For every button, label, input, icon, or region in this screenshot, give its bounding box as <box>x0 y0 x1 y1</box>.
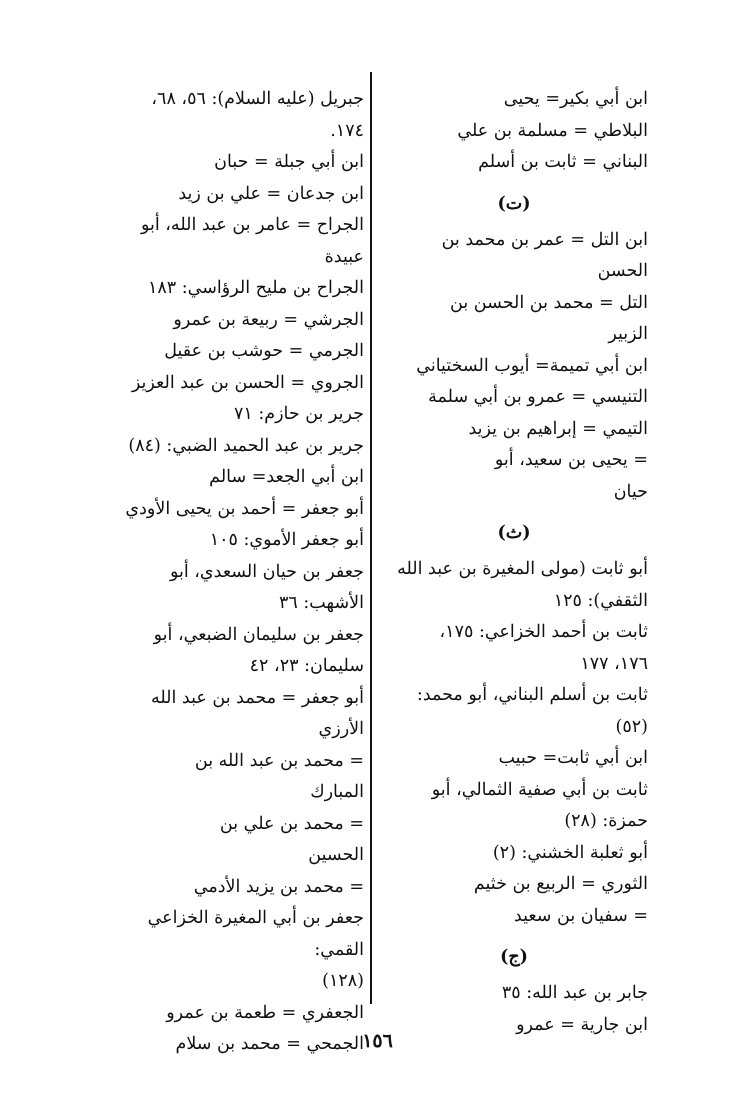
index-entry-continuation: الحسين <box>308 845 364 865</box>
index-entry: ابن أبي ثابت= حبيب <box>498 748 648 768</box>
index-entry-continuation: ١٧٦، ١٧٧ <box>580 653 648 674</box>
index-entry: ثابت بن أبي صفية الثمالي، أبو <box>431 779 648 800</box>
index-entry: جعفر بن أبي المغيرة الخزاعي القمي: <box>147 908 364 960</box>
index-entry-continuation: حيان <box>613 481 648 502</box>
index-entry: ابن أبي الجعد= سالم <box>209 467 364 487</box>
index-entry: ابن أبي تميمة= أيوب السختياني <box>416 355 648 376</box>
index-entry-continuation: = يحيى بن سعيد، أبو <box>494 450 648 470</box>
index-entry: الثوري = الربيع بن خثيم <box>473 874 648 894</box>
index-entry-continuation: المبارك <box>310 782 364 802</box>
index-entry: الجراح بن مليح الرؤاسي: ١٨٣ <box>147 278 364 298</box>
index-entry-continuation: (٥٢) <box>615 716 648 737</box>
section-heading: (ث) <box>497 523 531 543</box>
index-entry: جعفر بن سليمان الضبعي، أبو <box>153 624 364 645</box>
index-entry: التل = محمد بن الحسن بن <box>450 292 648 313</box>
index-entry-continuation: = محمد بن علي بن <box>219 813 364 834</box>
index-entry-continuation: = محمد بن عبد الله بن <box>194 750 364 771</box>
index-entry: التنيسي = عمرو بن أبي سلمة <box>428 387 648 407</box>
index-entry: ابن أبي بكير= يحيى <box>503 89 648 109</box>
index-entry: ابن التل = عمر بن محمد بن <box>441 229 648 250</box>
index-entry: أبو جعفر = أحمد بن يحيى الأودي <box>125 498 364 519</box>
index-entry-continuation: = سفيان بن سعيد <box>513 905 648 926</box>
index-entry: الجرمي = حوشب بن عقيل <box>164 341 364 361</box>
index-entry: الجمحي = محمد بن سلام <box>175 1034 364 1054</box>
index-entry: جبريل (عليه السلام): ٥٦، ٦٨، <box>151 89 364 109</box>
index-entry: جرير بن حازم: ٧١ <box>233 404 364 424</box>
index-entry: أبو ثعلبة الخشني: (٢) <box>492 842 648 863</box>
left-column <box>98 84 364 1061</box>
index-entry: ثابت بن أحمد الخزاعي: ١٧٥، <box>439 622 648 642</box>
section-heading: (ج) <box>500 947 528 967</box>
index-entry: البناني = ثابت بن أسلم <box>478 152 648 172</box>
index-entry-continuation: (١٢٨) <box>322 971 364 991</box>
index-entry: الجروي = الحسن بن عبد العزيز <box>131 372 364 393</box>
right-column <box>380 84 648 1041</box>
column-divider <box>370 72 372 1004</box>
index-entry: جعفر بن حيان السعدي، أبو <box>169 561 364 582</box>
index-entry: جرير بن عبد الحميد الضبي: (٨٤) <box>128 435 364 456</box>
index-entry: البلاطي = مسلمة بن علي <box>457 120 648 141</box>
index-entry: ابن جدعان = علي بن زيد <box>178 183 364 204</box>
index-entry: ابن أبي جبلة = حبان <box>214 152 364 172</box>
index-entry: ثابت بن أسلم البناني، أبو محمد: <box>416 685 648 705</box>
index-entry-continuation: سليمان: ٢٣، ٤٢ <box>249 656 364 676</box>
index-entry: التيمي = إبراهيم بن يزيد <box>468 418 648 439</box>
index-entry: ابن جارية = عمرو <box>516 1014 648 1035</box>
index-entry-continuation: حمزة: (٢٨) <box>564 811 648 831</box>
index-entry-continuation: الأرزي <box>318 719 364 739</box>
page-number: ١٥٦ <box>362 1030 393 1052</box>
index-entry: أبو جعفر = محمد بن عبد الله <box>150 687 364 708</box>
index-entry: الجعفري = طعمة بن عمرو <box>166 1002 364 1023</box>
section-heading: (ت) <box>497 193 531 214</box>
index-entry: أبو جعفر الأموي: ١٠٥ <box>209 530 364 550</box>
index-entry: أبو ثابت (مولى المغيرة بن عبد الله <box>397 559 648 579</box>
index-entry: الجراح = عامر بن عبد الله، أبو <box>140 215 364 235</box>
index-entry-continuation: الثقفي): ١٢٥ <box>553 590 648 611</box>
index-entry-continuation: ١٧٤. <box>330 120 364 141</box>
index-entry-continuation: الحسن <box>597 261 648 281</box>
index-entry-continuation: الأشهب: ٣٦ <box>278 593 364 613</box>
index-entry-continuation: عبيدة <box>324 246 364 267</box>
index-entry: الجرشي = ربيعة بن عمرو <box>173 309 364 330</box>
index-entry-continuation: = محمد بن يزيد الأدمي <box>193 876 364 897</box>
index-entry-continuation: الزبير <box>608 324 648 344</box>
index-entry: جابر بن عبد الله: ٣٥ <box>501 983 648 1003</box>
